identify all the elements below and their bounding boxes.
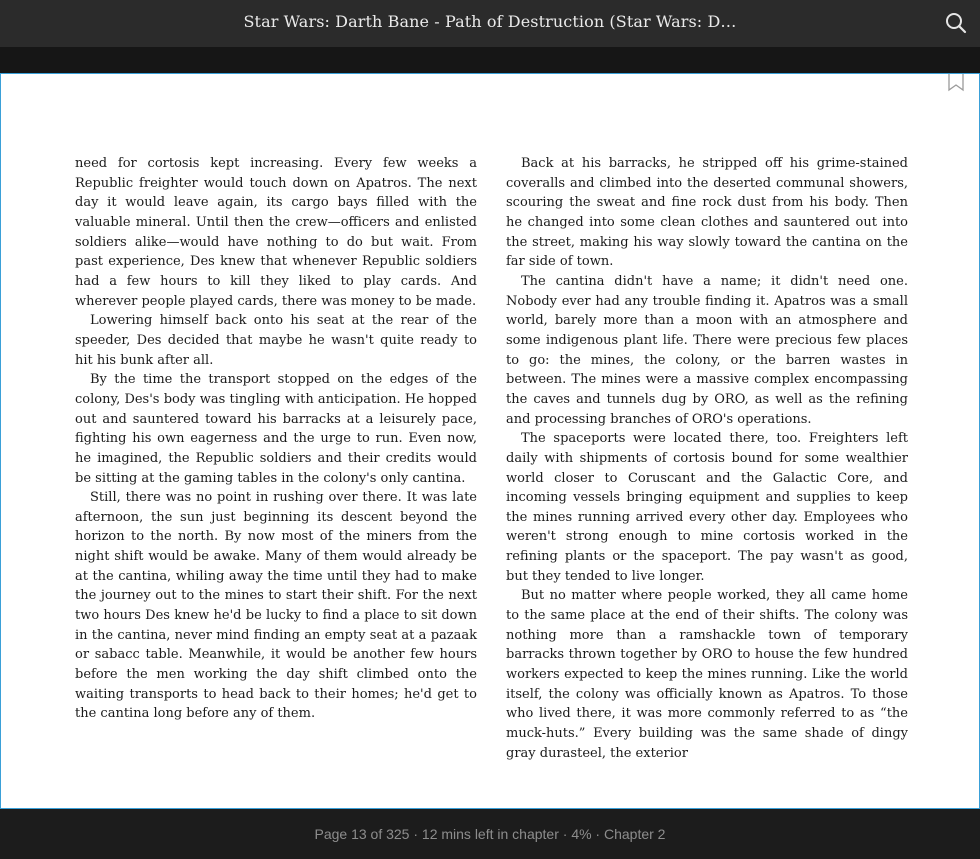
- paragraph: By the time the transport stopped on the edges of the colony, Des's body was tingling with anticipation. He hopped out and sauntered toward his barracks at a leisurely pace, fighting his own eagerness and the urge to run. Even now, he imagined, the Republic soldiers and their credits would be sitting at the gaming tables in the colony's only cantina.: [75, 372, 477, 486]
- paragraph: Lowering himself back onto his seat at the rear of the speeder, Des decided that maybe he wasn't quite ready to hit his bunk after all.: [75, 313, 477, 368]
- right-text-column: [506, 154, 908, 763]
- reader-header-strip: [0, 47, 980, 73]
- book-page[interactable]: [0, 73, 980, 809]
- paragraph: Still, there was no point in rushing over there. It was late afternoon, the sun just beginning its descent beyond the horizon to the north. By now most of the miners from the night shift would be awake. Many of them would already be at the cantina, whiling away the time until they had to make the journey out to the mines to start their shift. For the next two hours Des knew he'd be lucky to find a place to sit down in the cantina, never mind finding an empty seat at a pazaak or sabacc table. Meanwhile, it would be another few hours before the men working the day shift climbed onto the waiting transports to head back to their homes; he'd get to the cantina long before any of them.: [75, 490, 477, 722]
- search-icon[interactable]: [944, 11, 968, 35]
- book-title[interactable]: Star Wars: Darth Bane - Path of Destruction (Star Wars: D…: [243, 12, 737, 31]
- bookmark-icon[interactable]: [947, 74, 965, 92]
- top-toolbar: [0, 0, 980, 47]
- reading-progress-bar: [0, 809, 980, 859]
- left-text-column: [75, 154, 477, 724]
- paragraph: The cantina didn't have a name; it didn't need one. Nobody ever had any trouble finding it. Apatros was a small world, barely more than a moon with an atmosphere and some indigenous plant life. There were precious few places to go: the mines, the colony, or the barren wastes in between. The mines were a massive complex encompassing the caves and tunnels dug by ORO, as well as the refining and processing branches of ORO's operations.: [506, 273, 908, 427]
- paragraph: But no matter where people worked, they all came home to the same place at the end of their shifts. The colony was nothing more than a ramshackle town of temporary barracks thrown together by ORO to house the few hundred workers expected to keep the mines running. Like the world itself, the colony was officially known as Apatros. To those who lived there, it was more commonly referred to as “the muck-huts.” Every building was the same shade of dingy gray durasteel, the exterior: [506, 588, 908, 761]
- paragraph: The spaceports were located there, too. Freighters left daily with shipments of cortosis bound for some wealthier world closer to Coruscant and the Galactic Core, and incoming vessels bringing equipment and supplies to keep the mines running arrived every other day. Employees who weren't strong enough to mine cortosis worked in the refining plants or the spaceport. The pay wasn't as good, but they tended to live longer.: [506, 431, 908, 584]
- paragraph: Back at his barracks, he stripped off his grime-stained coveralls and climbed into the deserted communal showers, scouring the sweat and fine rock dust from his body. Then he changed into some clean clothes and sauntered out into the street, making his way slowly toward the cantina on the far side of town.: [506, 156, 908, 270]
- reading-progress-status[interactable]: Page 13 of 325 · 12 mins left in chapter · 4% · Chapter 2: [314, 826, 666, 842]
- paragraph: need for cortosis kept increasing. Every few weeks a Republic freighter would touch down on Apatros. The next day it would leave again, its cargo bays filled with the valuable mineral. Until then the crew—officers and enlisted soldiers alike—would have nothing to do but wait. From past experience, Des knew that whenever Republic soldiers had a few hours to kill they liked to play cards. And wherever people played cards, there was money to be made.: [75, 156, 477, 309]
